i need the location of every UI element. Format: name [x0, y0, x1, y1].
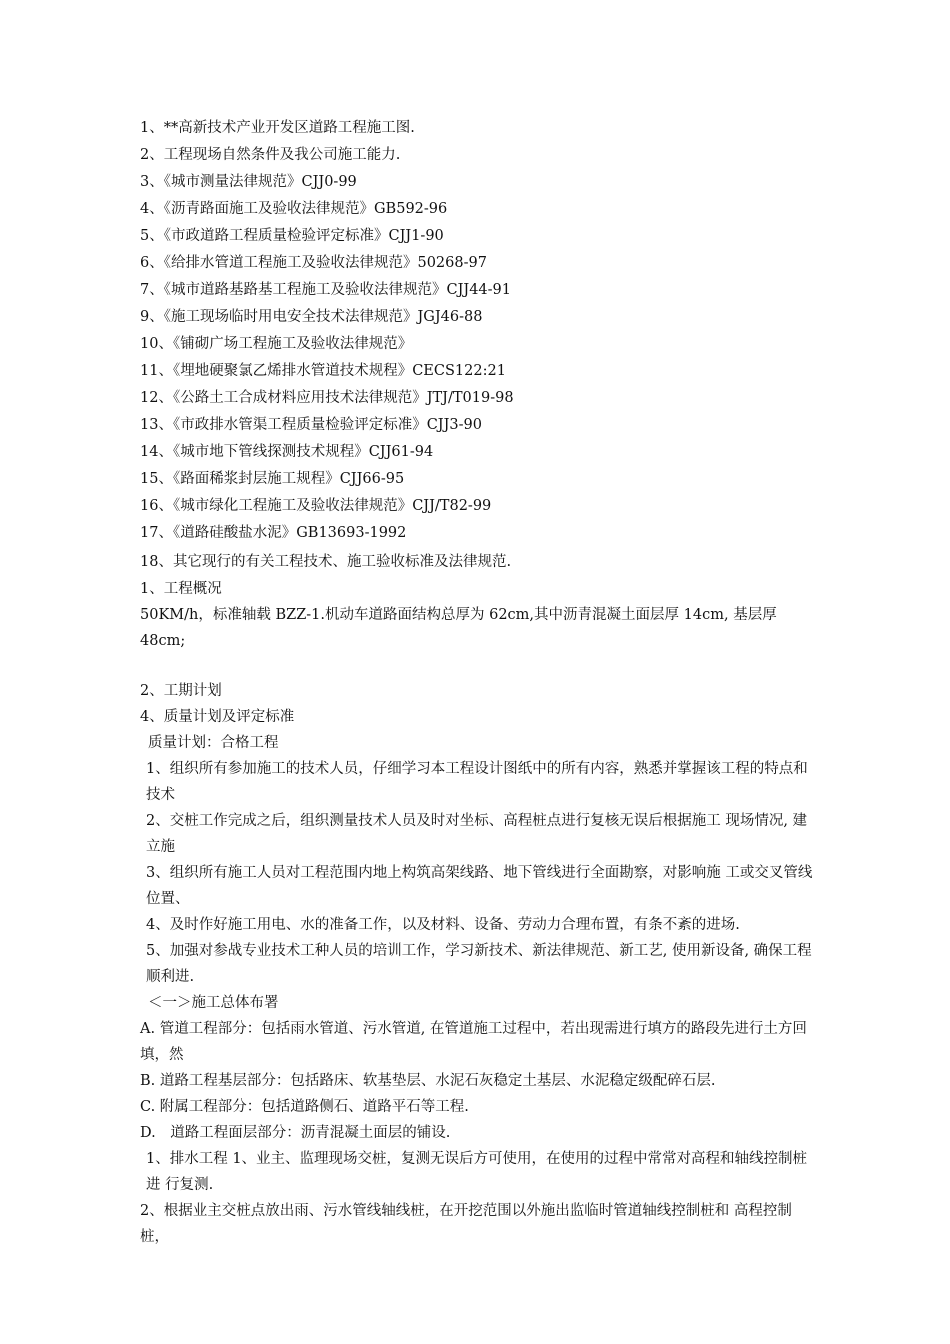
document-body — [140, 115, 820, 1250]
reference-item: 12、《公路土工合成材料应用技术法律规范》JTJ/T019-98 — [140, 390, 514, 406]
reference-item: 16、《城市绿化工程施工及验收法律规范》CJJ/T82-99 — [140, 498, 492, 514]
overview-text: 50KM/h，标准轴载 BZZ-1.机动车道路面结构总厚为 62cm,其中沥青混凝土面层厚 14cm, 基层厚 48cm; — [140, 607, 777, 649]
spacer — [140, 654, 820, 678]
reference-item: 17、《道路硅酸盐水泥》GB13693-1992 — [140, 525, 407, 541]
drainage-item: 1、排水工程 1、业主、监理现场交桩，复测无误后方可使用，在使用的过程中常常对高程和轴线控制桩进 行复测. — [146, 1151, 808, 1193]
reference-item: 3、《城市测量法律规范》CJJ0-99 — [140, 174, 357, 190]
schedule-heading: 2、工期计划 — [140, 683, 222, 699]
reference-item: 9、《施工现场临时用电安全技术法律规范》JGJ46-88 — [140, 309, 483, 325]
preparation-list — [140, 756, 820, 990]
drainage-item: 2、根据业主交桩点放出雨、污水管线轴线桩，在开挖范围以外施出监临时管道轴线控制桩和 高程控制桩， — [140, 1203, 792, 1245]
drainage-list — [140, 1146, 820, 1250]
part-item: C. 附属工程部分：包括道路侧石、道路平石等工程. — [140, 1099, 469, 1115]
reference-item: 2、工程现场自然条件及我公司施工能力. — [140, 147, 401, 163]
preparation-item: 5、加强对参战专业技术工种人员的培训工作，学习新技术、新法律规范、新工艺, 使用新设备, 确保工程顺利进. — [146, 943, 812, 985]
reference-item: 5、《市政道路工程质量检验评定标准》CJJ1-90 — [140, 228, 444, 244]
part-item: D. 道路工程面层部分：沥青混凝土面层的铺设. — [140, 1125, 451, 1141]
reference-item: 18、其它现行的有关工程技术、施工验收标准及法律规范. — [140, 554, 512, 570]
reference-item: 1、**高新技术产业开发区道路工程施工图. — [140, 120, 415, 136]
preparation-item: 3、组织所有施工人员对工程范围内地上构筑高架线路、地下管线进行全面勘察，对影响施 工或交叉管线位置、 — [146, 865, 813, 907]
quality-plan: 质量计划：合格工程 — [148, 735, 279, 751]
layout-heading: ＜一＞施工总体布署 — [148, 995, 279, 1011]
reference-item: 10、《铺砌广场工程施工及验收法律规范》 — [140, 336, 413, 352]
reference-item: 14、《城市地下管线探测技术规程》CJJ61-94 — [140, 444, 434, 460]
reference-item: 11、《埋地硬聚氯乙烯排水管道技术规程》CECS122:21 — [140, 363, 506, 379]
parts-list — [140, 1016, 820, 1146]
part-item: B. 道路工程基层部分：包括路床、软基垫层、水泥石灰稳定土基层、水泥稳定级配碎石层. — [140, 1073, 716, 1089]
preparation-item: 2、交桩工作完成之后，组织测量技术人员及时对坐标、高程桩点进行复核无误后根据施工 现场情况, 建立施 — [146, 813, 808, 855]
reference-item: 13、《市政排水管渠工程质量检验评定标准》CJJ3-90 — [140, 417, 482, 433]
quality-heading: 4、质量计划及评定标准 — [140, 709, 295, 725]
reference-list — [140, 115, 820, 576]
reference-item: 6、《给排水管道工程施工及验收法律规范》50268-97 — [140, 255, 487, 271]
reference-item: 7、《城市道路基路基工程施工及验收法律规范》CJJ44-91 — [140, 282, 511, 298]
preparation-item: 4、及时作好施工用电、水的准备工作，以及材料、设备、劳动力合理布置，有条不紊的进场. — [146, 917, 740, 933]
reference-item: 4、《沥青路面施工及验收法律规范》GB592-96 — [140, 201, 448, 217]
part-item: A. 管道工程部分：包括雨水管道、污水管道, 在管道施工过程中，若出现需进行填方的路段先进行土方回填，然 — [140, 1021, 807, 1063]
reference-item: 15、《路面稀浆封层施工规程》CJJ66-95 — [140, 471, 405, 487]
overview-heading: 1、工程概况 — [140, 581, 222, 597]
preparation-item: 1、组织所有参加施工的技术人员，仔细学习本工程设计图纸中的所有内容，熟悉并掌握该工程的特点和技术 — [146, 761, 808, 803]
